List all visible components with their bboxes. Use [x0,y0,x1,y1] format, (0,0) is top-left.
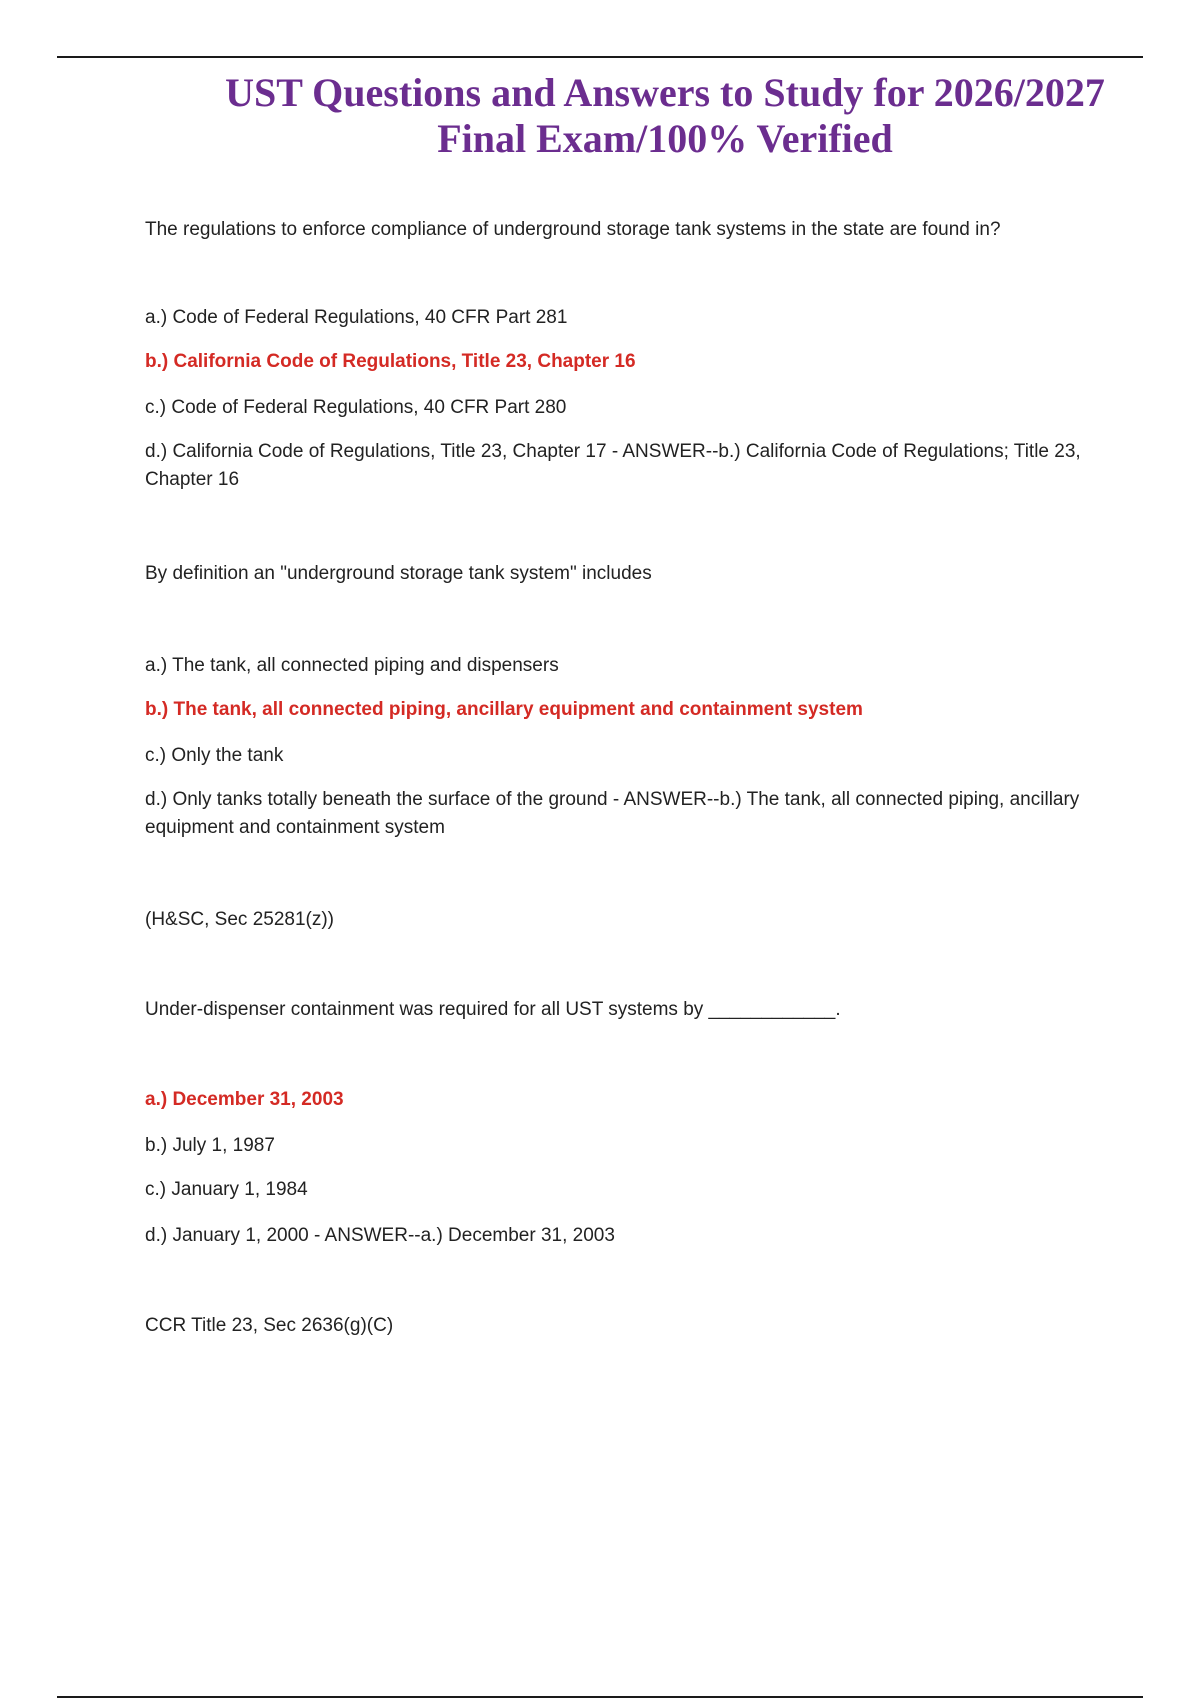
question-2-reference: (H&SC, Sec 25281(z)) [145,909,335,930]
question-1-option-b-correct: b.) California Code of Regulations, Title 23, Chapter 16 [145,351,636,372]
question-1-option-a: a.) Code of Federal Regulations, 40 CFR Part 281 [145,307,568,328]
top-rule [57,56,1143,58]
title-line-1: UST Questions and Answers to Study for 2026/2027 [225,70,1105,115]
question-2-option-a: a.) The tank, all connected piping and dispensers [145,655,559,676]
question-2-option-b-correct: b.) The tank, all connected piping, ancillary equipment and containment system [145,699,863,720]
question-3-option-b: b.) July 1, 1987 [145,1135,275,1156]
question-2-option-d-answer: d.) Only tanks totally beneath the surface of the ground - ANSWER--b.) The tank, all connected piping, ancillary equipment and containment system [145,789,1080,838]
question-3-option-a-correct: a.) December 31, 2003 [145,1089,344,1110]
question-3-option-c: c.) January 1, 1984 [145,1179,308,1200]
question-3-text: Under-dispenser containment was required for all UST systems by ____________. [145,999,841,1020]
question-2-text: By definition an "underground storage tank system" includes [145,563,652,584]
question-1-option-c: c.) Code of Federal Regulations, 40 CFR Part 280 [145,397,567,418]
question-2-option-c: c.) Only the tank [145,745,284,766]
question-3-option-d-answer: d.) January 1, 2000 - ANSWER--a.) December 31, 2003 [145,1225,615,1246]
page-title [100,70,1200,162]
title-line-2: Final Exam/100% Verified [437,116,893,161]
question-1-text: The regulations to enforce compliance of underground storage tank systems in the state are found in? [145,219,1001,240]
question-3-reference: CCR Title 23, Sec 2636(g)(C) [145,1315,394,1336]
question-1-option-d-answer: d.) California Code of Regulations, Title 23, Chapter 17 - ANSWER--b.) California Code of Regulations; Title 23, Chapter 16 [145,441,1081,490]
bottom-rule [57,1696,1143,1698]
